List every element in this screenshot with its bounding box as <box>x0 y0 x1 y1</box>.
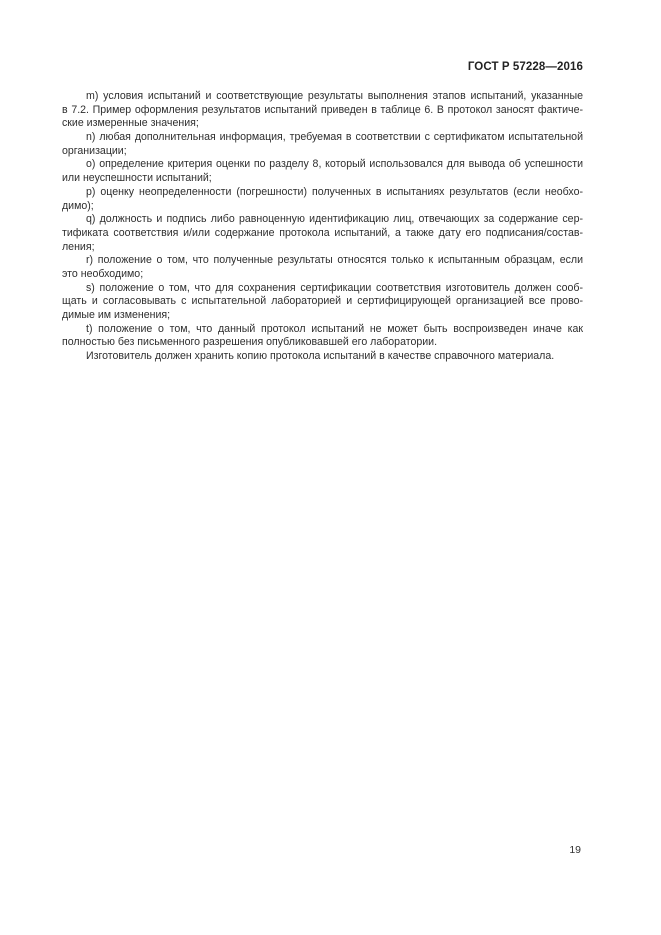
paragraph-m <box>62 90 583 131</box>
page-number: 19 <box>569 844 581 856</box>
text-line: ские измеренные значения; <box>62 117 199 130</box>
text-line: r) положение о том, что полученные результаты относятся только к испытанным образцам, если <box>86 254 583 267</box>
text-line: димые им изменения; <box>62 309 171 321</box>
body-text <box>62 90 583 364</box>
text-line: щать и согласовывать с испытательной лабораторией и сертифицирующей организацией все прово- <box>62 295 583 308</box>
text-line: это необходимо; <box>62 267 144 280</box>
text-line: Изготовитель должен хранить копию протокола испытаний в качестве справочного материала. <box>86 350 555 363</box>
paragraph-s <box>62 282 583 323</box>
text-line: ления; <box>62 240 95 253</box>
text-line: t) положение о том, что данный протокол испытаний не может быть воспроизведен иначе как <box>86 322 583 335</box>
text-line: полностью без письменного разрешения опубликовавшей его лаборатории. <box>62 336 438 349</box>
paragraph-o <box>62 158 583 185</box>
paragraph-q <box>62 213 583 254</box>
text-line: тификата соответствия и/или содержание протокола испытаний, а также дату его подписания/состав- <box>62 226 583 239</box>
text-line: n) любая дополнительная информация, требуемая в соответствии с сертификатом испытательной <box>86 131 583 144</box>
paragraph-r <box>62 254 583 281</box>
text-line: или неуспешности испытаний; <box>62 172 212 185</box>
text-line: s) положение о том, что для сохранения сертификации соответствия изготовитель должен сооб- <box>86 281 583 294</box>
text-line: o) определение критерия оценки по разделу 8, который использовался для вывода об успешности <box>86 158 583 171</box>
paragraph-p <box>62 186 583 213</box>
text-line: q) должность и подпись либо равноценную идентификацию лиц, отвечающих за содержание сер- <box>86 213 583 226</box>
paragraph-n <box>62 131 583 158</box>
text-line: димо); <box>62 199 94 212</box>
text-line: в 7.2. Пример оформления результатов испытаний приведен в таблице 6. В протокол заносят фактиче- <box>62 103 583 116</box>
paragraph-final <box>62 350 583 364</box>
paragraph-t <box>62 323 583 350</box>
standard-code-header: ГОСТ Р 57228—2016 <box>467 61 583 73</box>
text-line: организации; <box>62 144 127 157</box>
text-line: p) оценку неопределенности (погрешности) полученных в испытаниях результатов (если необхо- <box>86 185 583 198</box>
text-line: m) условия испытаний и соответствующие результаты выполнения этапов испытаний, указанные <box>86 90 583 102</box>
